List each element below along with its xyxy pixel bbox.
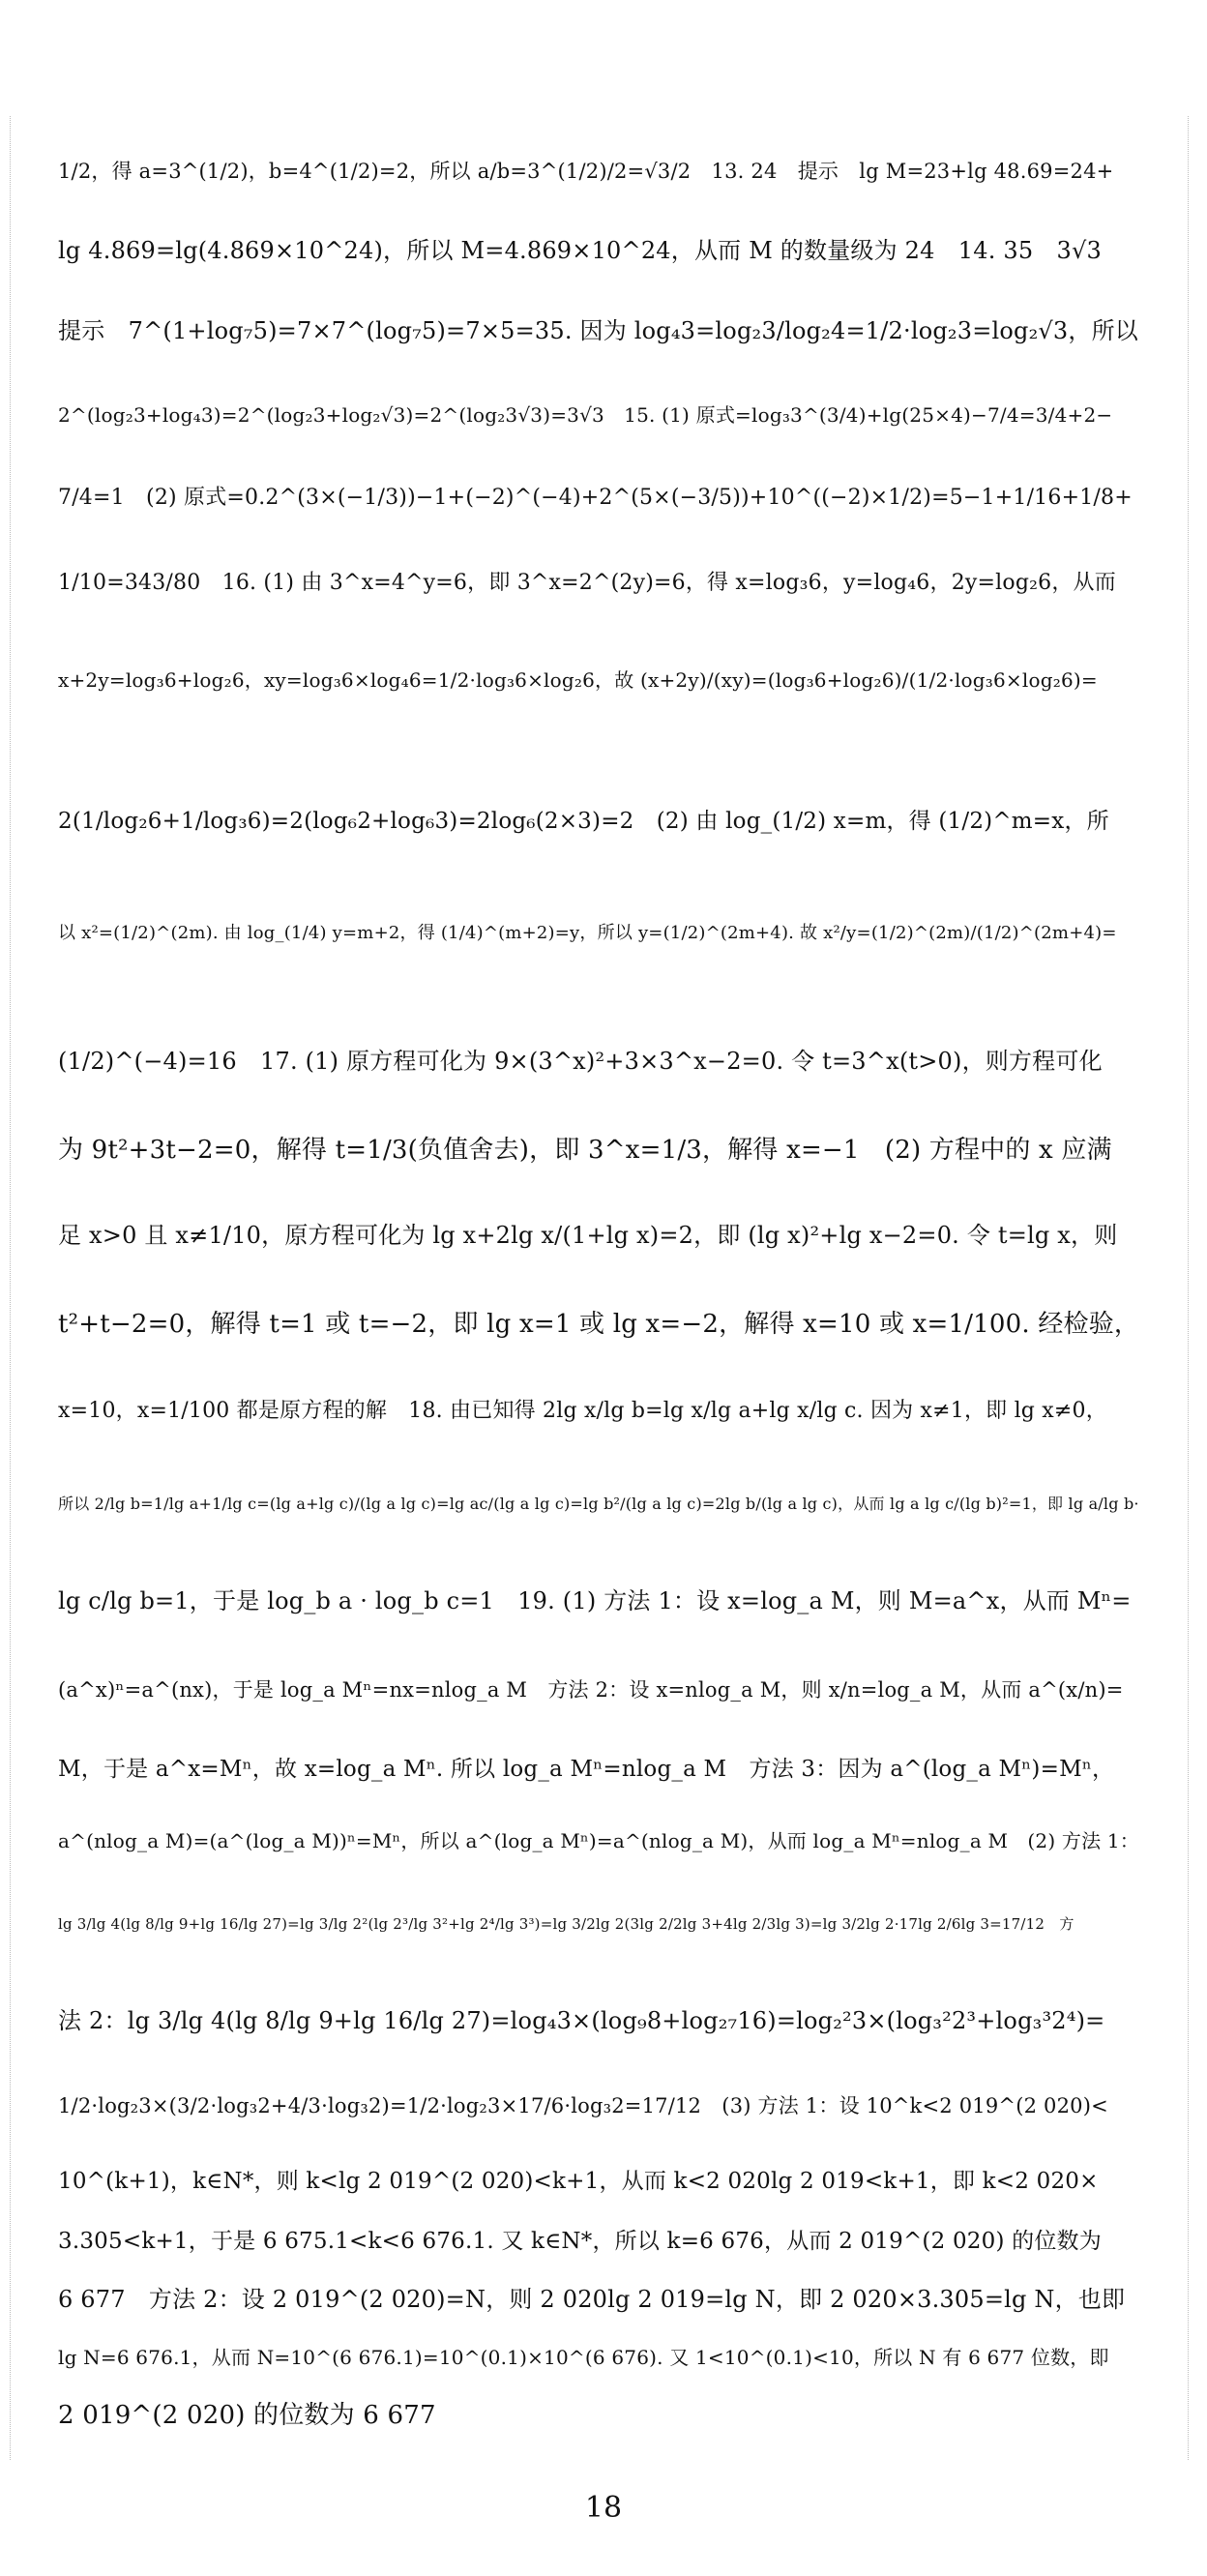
text-line: 所以 2/lg b=1/lg a+1/lg c=(lg a+lg c)/(lg a lg c)=lg ac/(lg a lg c)=lg b²/(lg a lg c)=2lg b/(lg a lg c)，从而 lg a lg c/(lg b)²=1，即 lg a/lg b· [58, 1495, 1139, 1513]
text-line: x+2y=log₃6+log₂6，xy=log₃6×log₄6=1/2·log₃6×log₂6，故 (x+2y)/(xy)=(log₃6+log₂6)/(1/2·log₃6×log₂6)= [58, 668, 1098, 692]
right-margin-line [1188, 116, 1189, 2460]
text-line: 6 677 方法 2：设 2 019^(2 020)=N，则 2 020lg 2 019=lg N，即 2 020×3.305=lg N，也即 [58, 2286, 1126, 2313]
text-line: 1/2·log₂3×(3/2·log₃2+4/3·log₃2)=1/2·log₂3×17/6·log₃2=17/12 (3) 方法 1：设 10^k<2 019^(2 020)< [58, 2094, 1108, 2117]
text-line: 2^(log₂3+log₄3)=2^(log₂3+log₂√3)=2^(log₂3√3)=3√3 15. (1) 原式=log₃3^(3/4)+lg(25×4)−7/4=3/4+2− [58, 403, 1113, 427]
text-line: 足 x>0 且 x≠1/10，原方程可化为 lg x+2lg x/(1+lg x)=2，即 (lg x)²+lg x−2=0. 令 t=lg x，则 [58, 1222, 1118, 1249]
text-line: 2(1/log₂6+1/log₃6)=2(log₆2+log₆3)=2log₆(2×3)=2 (2) 由 log_(1/2) x=m，得 (1/2)^m=x，所 [58, 809, 1109, 834]
text-line: 1/10=343/80 16. (1) 由 3^x=4^y=6，即 3^x=2^(2y)=6，得 x=log₃6，y=log₄6，2y=log₂6，从而 [58, 571, 1116, 595]
text-line: x=10，x=1/100 都是原方程的解 18. 由已知得 2lg x/lg b=lg x/lg a+lg x/lg c. 因为 x≠1，即 lg x≠0， [58, 1399, 1107, 1423]
text-line: lg 3/lg 4(lg 8/lg 9+lg 16/lg 27)=lg 3/lg 2²(lg 2³/lg 3²+lg 2⁴/lg 3³)=lg 3/2lg 2(3lg 2/2lg 3+4lg 2/3lg 3)=lg 3/2lg 2·17lg 2/6lg 3=17/12 方 [58, 1915, 1075, 1933]
text-line: t²+t−2=0，解得 t=1 或 t=−2，即 lg x=1 或 lg x=−2，解得 x=10 或 x=1/100. 经检验， [58, 1310, 1139, 1339]
text-line: lg N=6 676.1，从而 N=10^(6 676.1)=10^(0.1)×10^(6 676). 又 1<10^(0.1)<10，所以 N 有 6 677 位数，即 [58, 2346, 1109, 2369]
left-margin-line [10, 116, 11, 2460]
text-line: M，于是 a^x=Mⁿ，故 x=log_a Mⁿ. 所以 log_a Mⁿ=nlog_a M 方法 3：因为 a^(log_a Mⁿ)=Mⁿ， [58, 1757, 1115, 1782]
text-line: 2 019^(2 020) 的位数为 6 677 [58, 2401, 436, 2430]
text-line: 为 9t²+3t−2=0，解得 t=1/3(负值舍去)，即 3^x=1/3，解得 x=−1 (2) 方程中的 x 应满 [58, 1136, 1112, 1165]
text-line: 提示 7^(1+log₇5)=7×7^(log₇5)=7×5=35. 因为 log₄3=log₂3/log₂4=1/2·log₂3=log₂√3，所以 [58, 317, 1138, 344]
text-line: 3.305<k+1，于是 6 675.1<k<6 676.1. 又 k∈N*，所以 k=6 676，从而 2 019^(2 020) 的位数为 [58, 2229, 1102, 2254]
text-line: lg 4.869=lg(4.869×10^24)，所以 M=4.869×10^24，从而 M 的数量级为 24 14. 35 3√3 [58, 237, 1102, 264]
text-line: 7/4=1 (2) 原式=0.2^(3×(−1/3))−1+(−2)^(−4)+2^(5×(−3/5))+10^((−2)×1/2)=5−1+1/16+1/8+ [58, 486, 1133, 510]
text-line: (1/2)^(−4)=16 17. (1) 原方程可化为 9×(3^x)²+3×3^x−2=0. 令 t=3^x(t>0)，则方程可化 [58, 1048, 1103, 1075]
text-line: lg c/lg b=1，于是 log_b a · log_b c=1 19. (1) 方法 1：设 x=log_a M，则 M=a^x，从而 Mⁿ= [58, 1587, 1132, 1614]
text-line: 1/2，得 a=3^(1/2)，b=4^(1/2)=2，所以 a/b=3^(1/2)/2=√3/2 13. 24 提示 lg M=23+lg 48.69=24+ [58, 160, 1114, 183]
page-number: 18 [584, 2491, 623, 2525]
text-line: 法 2：lg 3/lg 4(lg 8/lg 9+lg 16/lg 27)=log₄3×(log₉8+log₂₇16)=log₂²3×(log₃²2³+log₃³2⁴)= [58, 2007, 1105, 2034]
text-line: 以 x²=(1/2)^(2m). 由 log_(1/4) y=m+2，得 (1/4)^(m+2)=y，所以 y=(1/2)^(2m+4). 故 x²/y=(1/2)^(2m)/(1/2)^(2m+4)= [58, 923, 1117, 943]
text-line: 10^(k+1)，k∈N*，则 k<lg 2 019^(2 020)<k+1，从而 k<2 020lg 2 019<k+1，即 k<2 020× [58, 2169, 1099, 2194]
text-line: (a^x)ⁿ=a^(nx)，于是 log_a Mⁿ=nx=nlog_a M 方法 2：设 x=nlog_a M，则 x/n=log_a M，从而 a^(x/n)= [58, 1678, 1124, 1702]
text-line: a^(nlog_a M)=(a^(log_a M))ⁿ=Mⁿ，所以 a^(log_a Mⁿ)=a^(nlog_a M)，从而 log_a Mⁿ=nlog_a M (2) 方法 1： [58, 1829, 1139, 1852]
